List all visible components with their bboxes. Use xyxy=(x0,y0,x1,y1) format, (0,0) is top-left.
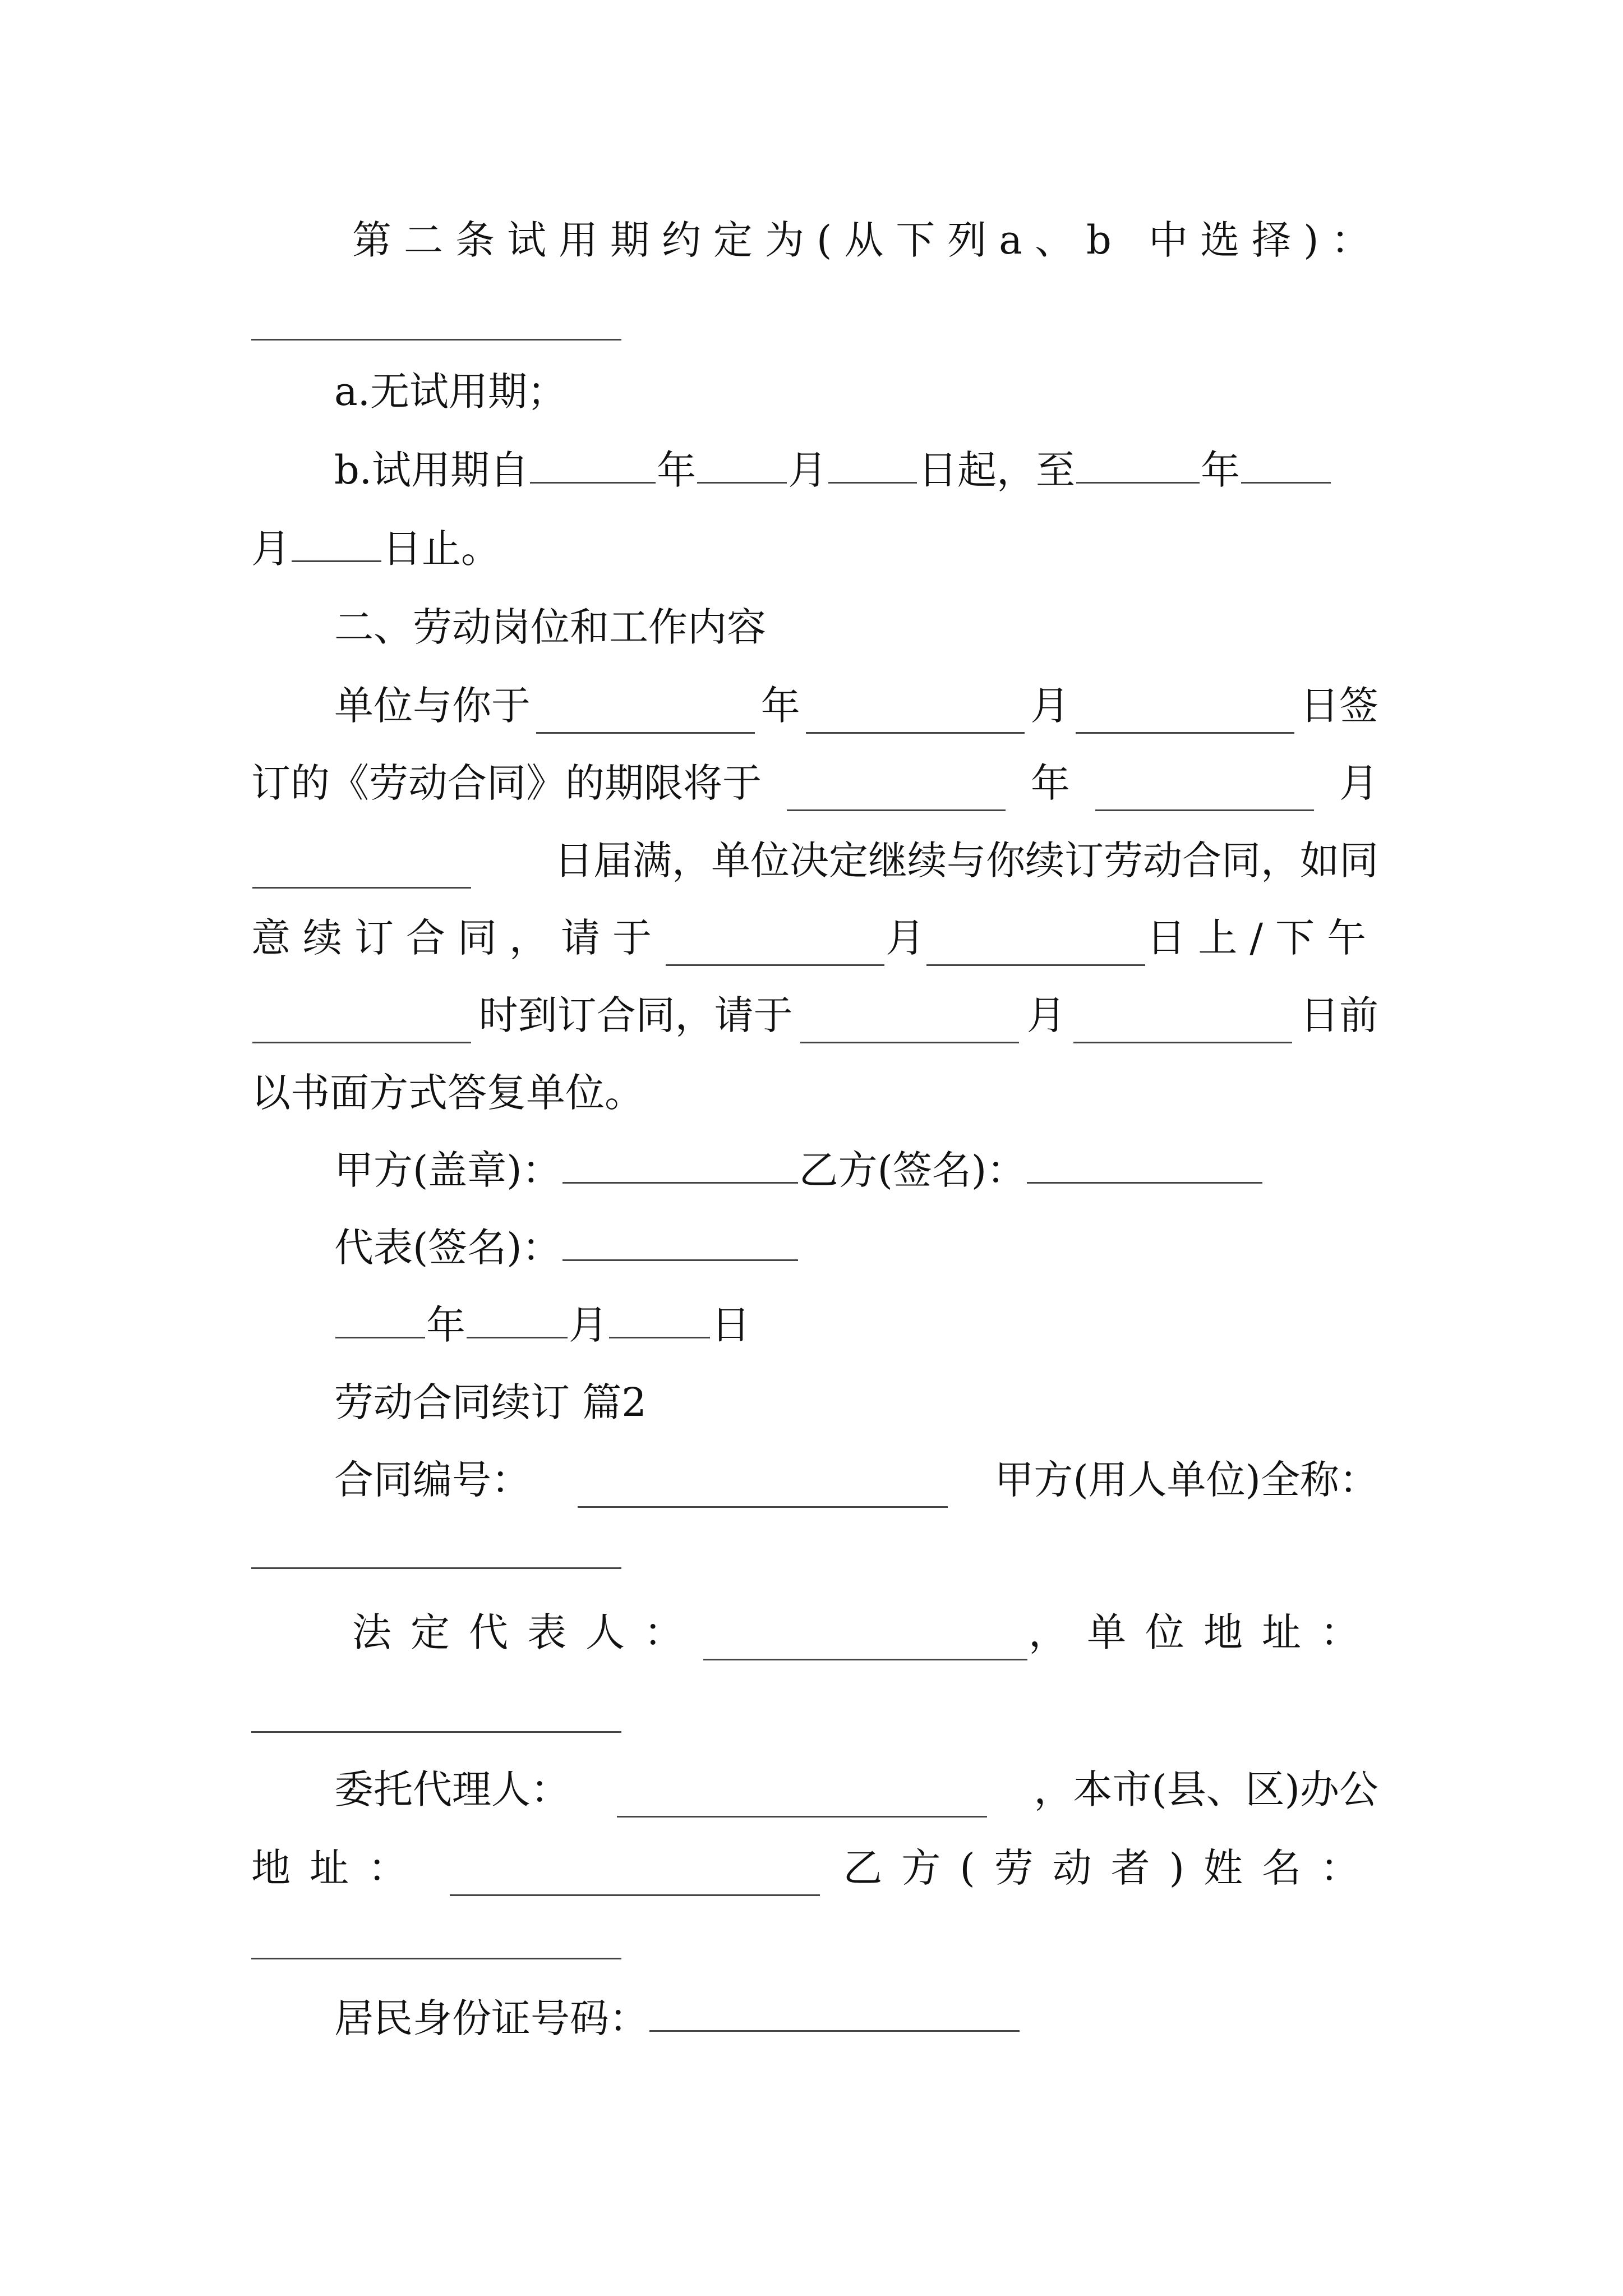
date-month-blank[interactable] xyxy=(467,1302,568,1338)
party-a-seal-label: 甲方(盖章)： xyxy=(334,1147,561,1193)
day-label: 日 xyxy=(711,1302,750,1348)
option-b-line-2 xyxy=(251,521,1378,577)
end-year-blank[interactable] xyxy=(1076,447,1200,484)
legal-rep-label: 法定代表人： xyxy=(352,1609,702,1655)
representative-label: 代表(签名)： xyxy=(334,1225,561,1271)
notice-text: 订的《劳动合同》的期限将于 xyxy=(251,760,762,806)
section-heading-text: 二、劳动岗位和工作内容 xyxy=(334,604,766,650)
end-day-blank[interactable] xyxy=(292,526,381,562)
month-label: 月 xyxy=(788,447,828,493)
start-day-blank[interactable] xyxy=(828,447,917,484)
agent-label: 委托代理人： xyxy=(334,1766,570,1812)
year-label: 年 xyxy=(760,683,800,729)
id-number-blank[interactable] xyxy=(649,1995,1020,2032)
expire-day-blank[interactable] xyxy=(252,852,471,889)
office-address-blank[interactable] xyxy=(450,1860,820,1896)
start-month-blank[interactable] xyxy=(697,447,787,484)
article-2-text: 第二条试用期约定为(从下列a、b 中选择)： xyxy=(352,217,1383,263)
signature-line xyxy=(334,1142,1461,1198)
expire-month-blank[interactable] xyxy=(1095,775,1314,811)
month-label: 月 xyxy=(251,526,291,572)
notice-text: 以书面方式答复单位。 xyxy=(251,1070,644,1116)
party-a-name-rule[interactable] xyxy=(251,1567,621,1569)
contract-no-blank[interactable] xyxy=(578,1471,948,1508)
year-label: 年 xyxy=(1031,760,1070,806)
month-label: 月 xyxy=(569,1302,608,1348)
section-heading-2 xyxy=(334,599,1461,655)
option-b-line xyxy=(334,442,1378,498)
answer-day-blank[interactable] xyxy=(1073,1007,1292,1043)
expire-year-blank[interactable] xyxy=(787,775,1006,811)
unit-address-rule[interactable] xyxy=(251,1731,621,1733)
end-text: 日止。 xyxy=(382,526,500,572)
representative-blank[interactable] xyxy=(562,1225,798,1261)
contract-no-line xyxy=(334,1452,1378,1508)
contract-no-label: 合同编号： xyxy=(334,1457,531,1503)
month-label: 月 xyxy=(1026,992,1066,1038)
notice-line-4 xyxy=(251,910,1378,966)
office-address-label: ，本市(县、区)办公 xyxy=(1034,1766,1378,1812)
party-a-name-label: 甲方(用人单位)全称： xyxy=(994,1457,1378,1503)
option-a-text: a.无试用期； xyxy=(334,369,566,415)
party-a-seal-blank[interactable] xyxy=(562,1147,798,1184)
agent-blank[interactable] xyxy=(617,1781,987,1818)
year-label: 年 xyxy=(1201,447,1241,493)
section-title-text: 劳动合同续订 篇2 xyxy=(334,1379,647,1425)
id-number-line xyxy=(334,1990,1461,2046)
party-b-name-label: 乙方(劳动者)姓名： xyxy=(843,1845,1378,1891)
date-year-blank[interactable] xyxy=(335,1302,425,1338)
start-year-blank[interactable] xyxy=(530,447,656,484)
answer-month-blank[interactable] xyxy=(800,1007,1019,1043)
notice-line-5 xyxy=(251,987,1378,1043)
notice-text: 日上/下午 xyxy=(1146,915,1378,961)
start-to-text: 日起，至 xyxy=(918,447,1076,493)
office-address-label: 地址： xyxy=(251,1845,426,1891)
notice-text: 单位与你于 xyxy=(334,683,531,729)
article-2-probation-line xyxy=(352,212,1383,268)
sign-year-blank[interactable] xyxy=(536,697,755,734)
id-number-label: 居民身份证号码： xyxy=(334,1995,648,2041)
notice-text: 意续订合同，请于 xyxy=(251,915,664,961)
party-b-sign-label: 乙方(签名)： xyxy=(799,1147,1026,1193)
date-day-blank[interactable] xyxy=(609,1302,710,1338)
reply-day-blank[interactable] xyxy=(926,930,1145,966)
agent-line xyxy=(334,1761,1378,1818)
party-b-sign-blank[interactable] xyxy=(1027,1147,1262,1184)
notice-text: 时到订合同，请于 xyxy=(478,992,793,1038)
representative-line xyxy=(334,1220,1461,1276)
option-b-text: b.试用期自 xyxy=(334,447,529,493)
month-label: 月 xyxy=(1030,683,1070,729)
notice-line-2 xyxy=(251,755,1378,811)
year-label: 年 xyxy=(426,1302,465,1348)
sign-month-blank[interactable] xyxy=(806,697,1025,734)
date-line xyxy=(334,1297,1461,1353)
unit-address-label: ，单位地址： xyxy=(1029,1609,1378,1655)
notice-text: 日签 xyxy=(1299,683,1378,729)
sign-day-blank[interactable] xyxy=(1076,697,1294,734)
month-label: 月 xyxy=(1339,760,1378,806)
option-a-line xyxy=(334,364,1461,420)
reply-month-blank[interactable] xyxy=(666,930,884,966)
notice-text: 日前 xyxy=(1299,992,1378,1038)
notice-line-6 xyxy=(251,1065,1378,1121)
notice-line-3 xyxy=(251,832,1378,889)
reply-hour-blank[interactable] xyxy=(252,1007,471,1043)
legal-rep-blank[interactable] xyxy=(703,1624,1027,1660)
office-address-line xyxy=(251,1840,1378,1896)
section-title-2 xyxy=(334,1374,1461,1430)
notice-text: 日届满，单位决定继续与你续订劳动合同，如同 xyxy=(554,838,1378,884)
year-label: 年 xyxy=(657,447,697,493)
notice-line-1 xyxy=(334,678,1378,734)
legal-rep-line xyxy=(352,1604,1378,1660)
fill-blank-rule[interactable] xyxy=(251,339,621,341)
end-month-blank[interactable] xyxy=(1241,447,1331,484)
party-b-name-rule[interactable] xyxy=(251,1958,621,1959)
month-label: 月 xyxy=(886,915,925,961)
